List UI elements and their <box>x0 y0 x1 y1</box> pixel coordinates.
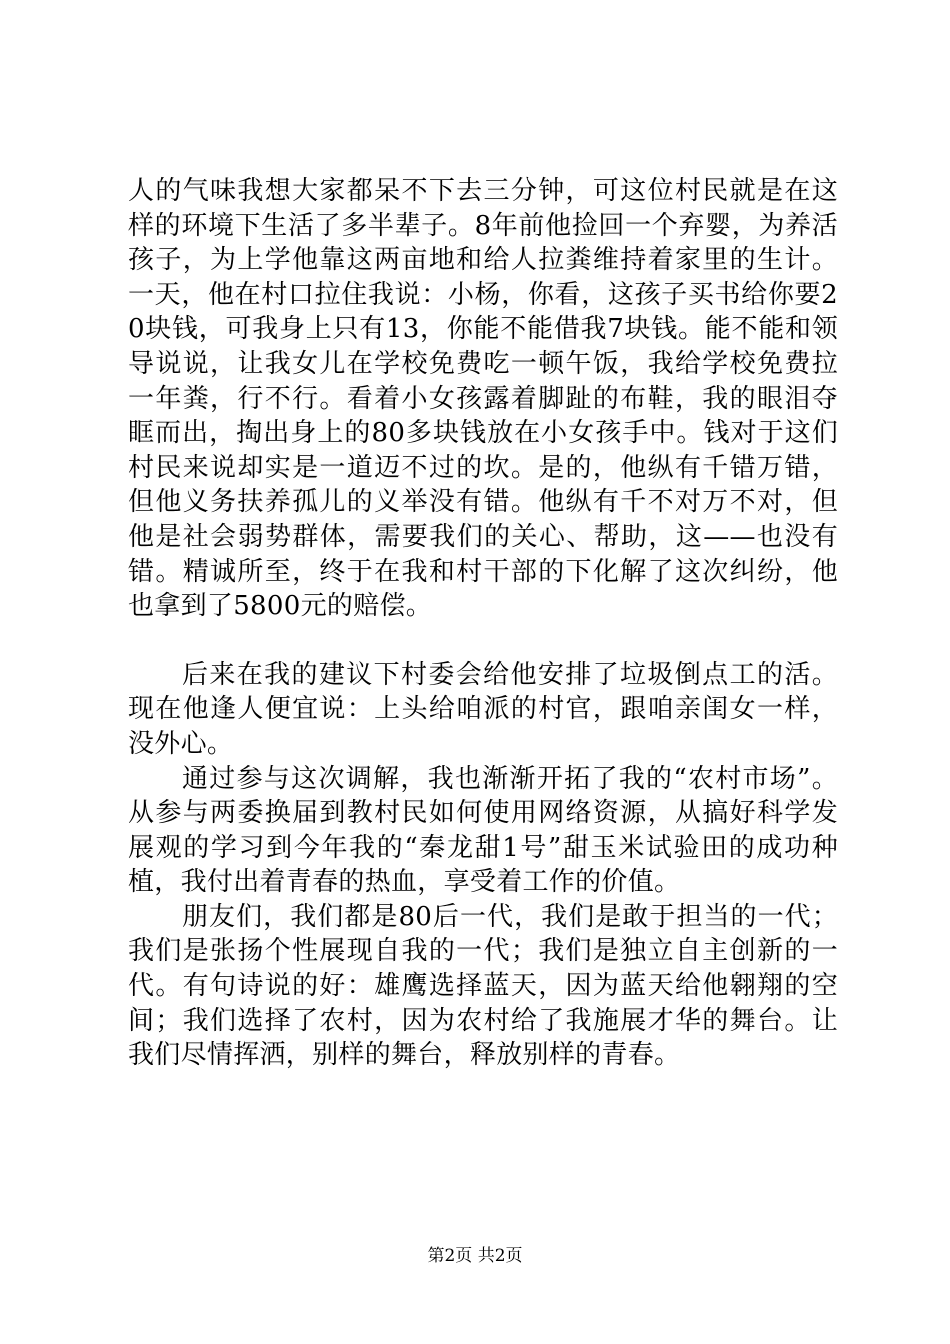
paragraph-rural-market: 通过参与这次调解，我也渐渐开拓了我的“农村市场”。从参与两委换届到教村民如何使用网络资源，从搞好科学发展观的学习到今年我的“秦龙甜1号”甜玉米试验田的成功种植，我付出着青春的热血，享受着工作的价值。 <box>128 763 838 898</box>
document-body <box>128 174 838 1073</box>
paragraph-closing: 朋友们，我们都是80后一代，我们是敢于担当的一代；我们是张扬个性展现自我的一代；我们是独立自主创新的一代。有句诗说的好：雄鹰选择蓝天，因为蓝天给他翱翔的空间；我们选择了农村，因为农村给了我施展才华的舞台。让我们尽情挥洒，别样的舞台，释放别样的青春。 <box>128 901 838 1071</box>
paragraph-spacer <box>128 624 838 658</box>
paragraph-continuation: 人的气味我想大家都呆不下去三分钟，可这位村民就是在这样的环境下生活了多半辈子。8年前他捡回一个弃婴，为养活孩子，为上学他靠这两亩地和给人拉粪维持着家里的生计。一天，他在村口拉住我说：小杨，你看，这孩子买书给你要20块钱，可我身上只有13，你能不能借我7块钱。能不能和领导说说，让我女儿在学校免费吃一顿午饭，我给学校免费拉一年粪，行不行。看着小女孩露着脚趾的布鞋，我的眼泪夺眶而出，掏出身上的80多块钱放在小女孩手中。钱对于这们村民来说却实是一道迈不过的坎。是的，他纵有千错万错，但他义务扶养孤儿的义举没有错。他纵有千不对万不对，但他是社会弱势群体，需要我们的关心、帮助，这——也没有错。精诚所至，终于在我和村干部的下化解了这次纠纷，他也拿到了5800元的赔偿。 <box>128 176 838 622</box>
page-footer: 第2页 共2页 <box>427 1246 523 1266</box>
paragraph-village-job: 后来在我的建议下村委会给他安排了垃圾倒点工的活。现在他逢人便宜说：上头给咱派的村官，跟咱亲闺女一样，没外心。 <box>128 659 838 759</box>
